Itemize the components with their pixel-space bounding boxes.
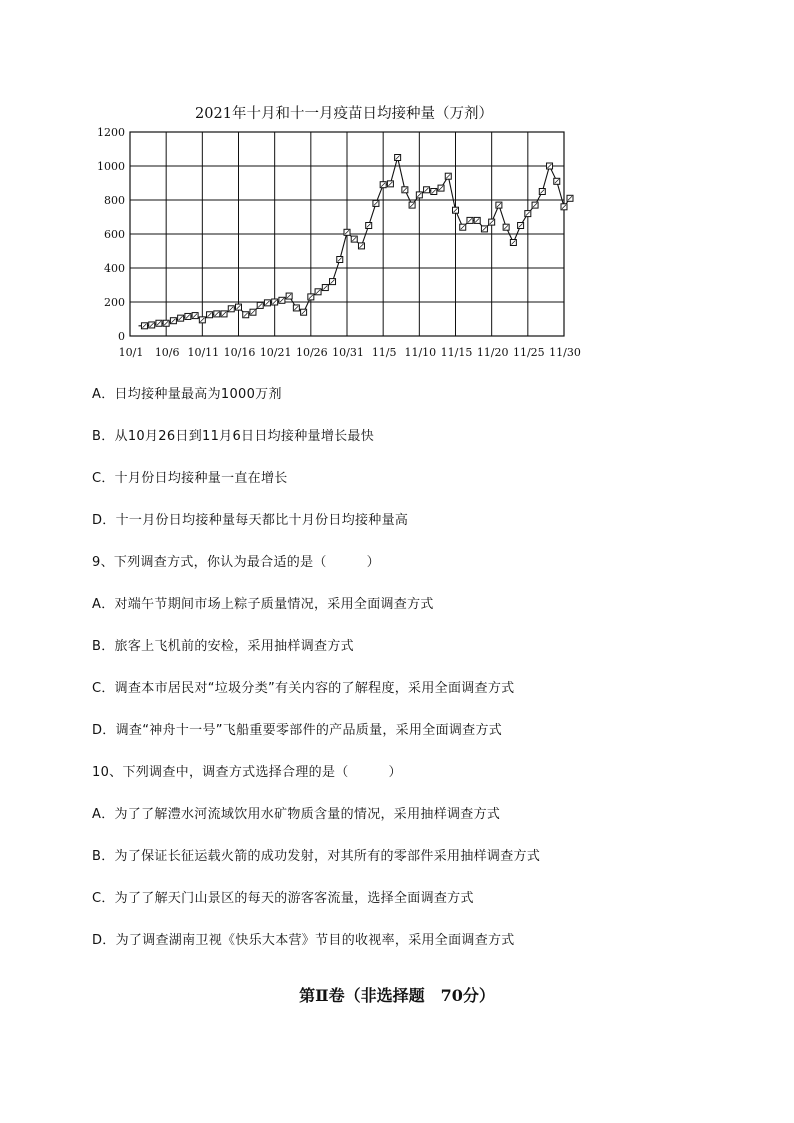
x-tick-label: 11/30 [549, 346, 581, 359]
x-tick-label: 10/1 [118, 346, 144, 359]
option-d-q9: D．调查“神舟十一号”飞船重要零部件的产品质量，采用全面调查方式 [92, 723, 503, 738]
y-tick-label: 1000 [97, 160, 125, 173]
x-tick-label: 11/25 [512, 346, 545, 359]
x-tick-label: 10/6 [154, 346, 180, 359]
x-tick-label: 10/16 [223, 346, 256, 359]
question-9-stem: 9、下列调查方式，你认为最合适的是（ ） [92, 555, 380, 570]
question-10-stem: 10、下列调查中，调查方式选择合理的是（ ） [92, 765, 402, 780]
x-tick-label: 10/26 [295, 346, 328, 359]
vaccination-line-chart [97, 100, 600, 370]
option-b-q8: B．从10月26日到11月6日日均接种量增长最快 [92, 429, 375, 444]
y-tick-label: 400 [104, 262, 125, 275]
option-a-q9: A．对端午节期间市场上粽子质量情况，采用全面调查方式 [92, 597, 434, 612]
option-d-q10: D．为了调查湖南卫视《快乐大本营》节目的收视率，采用全面调查方式 [92, 933, 515, 948]
y-tick-label: 200 [104, 296, 125, 309]
y-tick-label: 1200 [97, 126, 125, 139]
chart-svg [97, 100, 600, 370]
option-c-q8: C．十月份日均接种量一直在增长 [92, 471, 288, 486]
option-d-q8: D．十一月份日均接种量每天都比十月份日均接种量高 [92, 513, 409, 528]
x-tick-label: 11/10 [404, 346, 437, 359]
x-tick-label: 11/5 [371, 346, 397, 359]
option-c-q10: C．为了了解天门山景区的每天的游客客流量，选择全面调查方式 [92, 891, 474, 906]
x-tick-label: 10/11 [187, 346, 220, 359]
y-tick-label: 800 [104, 194, 125, 207]
option-b-q10: B．为了保证长征运载火箭的成功发射，对其所有的零部件采用抽样调查方式 [92, 849, 541, 864]
y-tick-label: 600 [104, 228, 125, 241]
x-tick-label: 10/31 [332, 346, 364, 359]
y-tick-label: 0 [118, 330, 125, 343]
chart-title: 2021年十月和十一月疫苗日均接种量（万剂） [195, 106, 493, 122]
x-tick-label: 11/20 [476, 346, 509, 359]
option-a-q10: A．为了了解澧水河流域饮用水矿物质含量的情况，采用抽样调查方式 [92, 807, 501, 822]
x-tick-label: 11/15 [440, 346, 473, 359]
option-a-q8: A．日均接种量最高为1000万剂 [92, 387, 282, 402]
option-b-q9: B．旅客上飞机前的安检，采用抽样调查方式 [92, 639, 354, 654]
x-tick-label: 10/21 [259, 346, 292, 359]
option-c-q9: C．调查本市居民对“垃圾分类”有关内容的了解程度，采用全面调查方式 [92, 681, 515, 696]
section-ii-title: 第Ⅱ卷（非选择题 70分） [299, 986, 495, 1005]
